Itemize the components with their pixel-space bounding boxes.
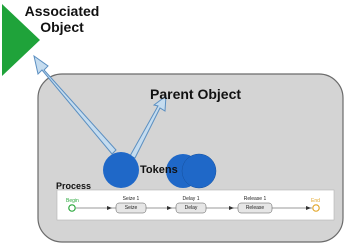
parent-object-label: Parent Object (150, 86, 242, 102)
step-seize-top-label: Seize 1 (122, 196, 140, 202)
token-right-front (182, 154, 216, 188)
step-release-top-label: Release 1 (243, 196, 267, 202)
step-delay-name: Delay (184, 205, 198, 211)
process-label: Process (56, 181, 92, 191)
step-delay-top-label: Delay 1 (182, 196, 200, 202)
begin-label: Begin (66, 198, 79, 204)
step-seize-name: Seize (124, 205, 138, 211)
end-node (313, 205, 319, 211)
associated-object-label (18, 3, 106, 35)
associated-object-label-line1: Associated (24, 3, 100, 19)
tokens-label: Tokens (140, 164, 178, 176)
step-release-name: Release (245, 205, 265, 211)
token-left (103, 152, 139, 188)
begin-node (69, 205, 75, 211)
end-label: End (311, 198, 320, 204)
associated-object-label-line2: Object (40, 19, 84, 35)
